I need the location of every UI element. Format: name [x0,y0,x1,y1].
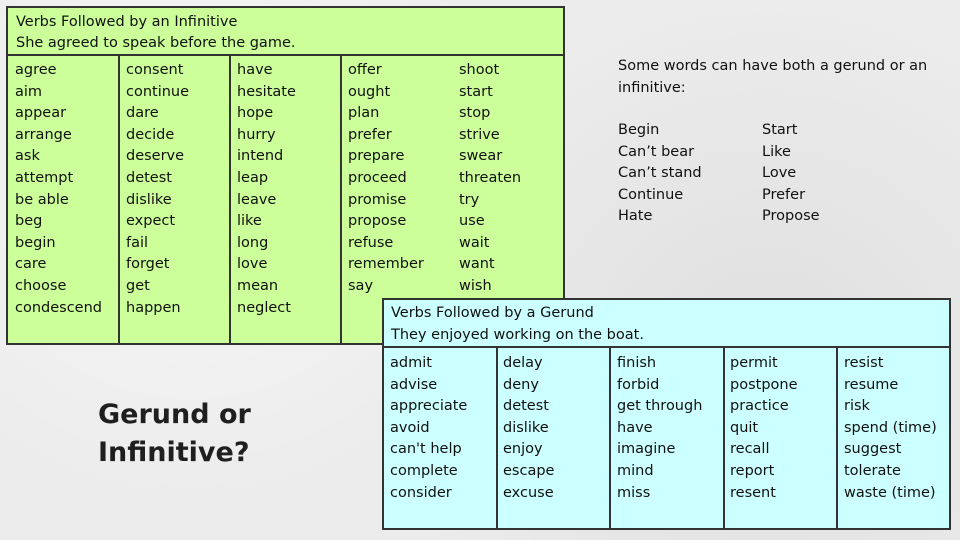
verb-item: attempt [15,169,74,186]
verb-item: like [237,213,262,230]
verb-item: Hate [618,208,653,225]
gerund-column-3 [617,353,702,504]
infinitive-column-3 [237,60,296,319]
verb-item: threaten [459,169,522,186]
verb-item: finish [617,355,657,371]
column-divider [229,56,231,343]
verb-item: resist [844,355,884,371]
verb-item: love [237,256,268,273]
verb-item: agree [15,62,57,78]
verb-item: intend [237,148,284,165]
verb-item: Like [762,143,791,160]
verb-item: imagine [617,441,676,458]
verb-item: swear [459,148,503,165]
verb-item: practice [730,398,789,415]
gerund-column-4 [730,353,798,504]
verb-item: remember [348,256,424,273]
column-divider [118,56,120,343]
verb-item: use [459,213,485,230]
verb-item: refuse [348,234,394,251]
verb-item: say [348,277,374,294]
verb-item: hope [237,105,274,122]
verb-item: wish [459,277,492,294]
verb-item: stop [459,105,491,122]
verb-item: report [730,462,775,479]
verb-item: forget [126,256,170,273]
verb-item: happen [126,299,181,316]
verb-item: prepare [348,148,405,165]
verb-item: offer [348,62,382,78]
both-forms-note: Some words can have both a gerund or an infinitive: [618,58,928,96]
verb-item: enjoy [503,441,543,458]
verb-item: resent [730,484,776,501]
verb-item: begin [15,234,56,251]
column-divider [609,348,611,528]
slide-title: Gerund or Infinitive? [98,399,251,468]
verb-item: proceed [348,169,407,186]
verb-item: mean [237,277,279,294]
verb-item: Continue [618,186,684,203]
column-divider [496,348,498,528]
verb-item: beg [15,213,43,230]
verb-item: neglect [237,299,291,316]
verb-item: start [459,83,493,100]
verb-item: excuse [503,484,554,501]
verb-item: detest [503,398,549,415]
gerund-column-1 [390,353,467,504]
infinitive-column-4 [348,60,424,298]
verb-item: Prefer [762,186,806,203]
verb-item: promise [348,191,407,208]
verb-item: long [237,234,269,251]
verb-item: mind [617,462,654,479]
verb-item: suggest [844,441,902,458]
verb-item: propose [348,213,407,230]
column-divider [340,56,342,343]
verb-item: quit [730,419,759,436]
verb-item: tolerate [844,462,901,479]
verb-item: have [617,419,653,436]
gerund-verb-table [382,348,951,530]
verb-item: delay [503,355,543,371]
verb-item: risk [844,398,870,415]
verb-item: arrange [15,126,72,143]
verb-item: permit [730,355,778,371]
verb-item: detest [126,169,172,186]
verb-item: Start [762,122,798,138]
verb-item: try [459,191,480,208]
verb-item: expect [126,213,176,230]
verb-item: avoid [390,419,430,436]
verb-item: dislike [503,419,549,436]
verb-item: resume [844,376,899,393]
verb-item: Love [762,165,797,182]
verb-item: decide [126,126,175,143]
verb-item: leap [237,169,269,186]
column-divider [836,348,838,528]
verb-item: continue [126,83,190,100]
infinitive-title: Verbs Followed by an Infinitive [16,14,238,30]
gerund-column-2 [503,353,554,504]
verb-item: escape [503,462,555,479]
infinitive-column-1 [15,60,102,319]
verb-item: deny [503,376,539,393]
gerund-header [382,298,951,348]
verb-item: plan [348,105,380,122]
verb-item: strive [459,126,500,143]
verb-item: have [237,62,273,78]
verb-item: recall [730,441,770,458]
verb-item: waste (time) [844,484,936,501]
verb-item: shoot [459,62,500,78]
verb-item: aim [15,83,43,100]
gerund-column-5 [844,353,937,504]
verb-item: prefer [348,126,392,143]
both-column-2 [762,120,820,228]
verb-item: ask [15,148,40,165]
verb-item: want [459,256,495,273]
verb-item: dislike [126,191,172,208]
verb-item: Propose [762,208,820,225]
verb-item: hesitate [237,83,296,100]
verb-item: admit [390,355,432,371]
verb-item: deserve [126,148,185,165]
verb-item: dare [126,105,159,122]
verb-item: complete [390,462,458,479]
verb-item: Can’t stand [618,165,702,182]
verb-item: consent [126,62,184,78]
verb-item: forbid [617,376,660,393]
verb-item: hurry [237,126,276,143]
verb-item: spend (time) [844,419,937,436]
verb-item: be able [15,191,69,208]
verb-item: appreciate [390,398,468,415]
verb-item: choose [15,277,67,294]
verb-item: wait [459,234,490,251]
verb-item: get through [617,398,703,415]
verb-item: Begin [618,122,660,138]
gerund-example: They enjoyed working on the boat. [391,326,644,343]
infinitive-example: She agreed to speak before the game. [16,35,296,51]
verb-item: miss [617,484,651,501]
both-forms-table [618,120,948,240]
verb-item: care [15,256,47,273]
infinitive-header [6,6,565,56]
verb-item: can't help [390,441,462,458]
verb-item: consider [390,484,452,501]
both-column-1 [618,120,702,228]
gerund-title: Verbs Followed by a Gerund [391,305,594,321]
verb-item: leave [237,191,277,208]
verb-item: condescend [15,299,102,316]
infinitive-column-2 [126,60,189,319]
verb-item: ought [348,83,391,100]
infinitive-column-5 [459,60,521,298]
verb-item: get [126,277,150,294]
verb-item: Can’t bear [618,143,695,160]
verb-item: advise [390,376,438,393]
column-divider [723,348,725,528]
verb-item: fail [126,234,149,251]
verb-item: appear [15,105,67,122]
verb-item: postpone [730,376,798,393]
